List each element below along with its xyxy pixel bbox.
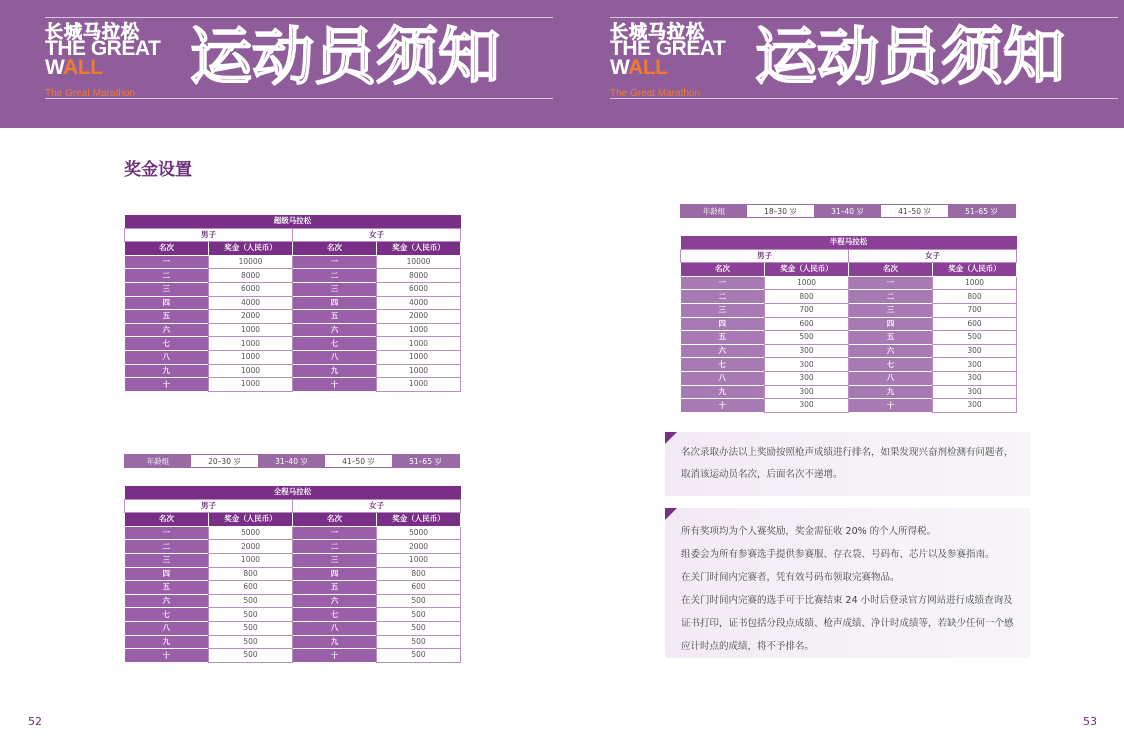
page-title-outline: 运动员须知 — [190, 20, 501, 93]
table-row — [125, 594, 461, 608]
prize-cell: 300 — [933, 385, 1017, 399]
prize-cell: 1000 — [209, 364, 293, 378]
rank-cell: 九 — [681, 385, 765, 399]
rank-cell: 二 — [293, 269, 377, 283]
prize-header: 奖金（人民币） — [765, 263, 849, 277]
rank-header: 名次 — [293, 513, 377, 527]
table-row — [125, 255, 461, 269]
age-group-bar-right — [680, 204, 1016, 218]
brand-en-line1: THE GREAT — [610, 37, 726, 60]
rank-header: 名次 — [125, 242, 209, 256]
prize-cell: 300 — [933, 399, 1017, 413]
note-line: 在关门时间内完赛的选手可于比赛结束 24 小时后登录官方网站进行成绩查询及 — [681, 595, 1013, 606]
prize-cell: 500 — [377, 608, 461, 622]
prize-cell: 700 — [765, 303, 849, 317]
rank-cell: 三 — [125, 553, 209, 567]
note-line: 应计时点的成绩，将不予排名。 — [681, 641, 815, 652]
rank-cell: 一 — [293, 255, 377, 269]
prize-header: 奖金（人民币） — [933, 263, 1017, 277]
prize-cell: 800 — [933, 290, 1017, 304]
super-marathon-prize-table — [124, 215, 461, 392]
rank-cell: 七 — [125, 337, 209, 351]
prize-cell: 2000 — [377, 540, 461, 554]
table-row — [125, 350, 461, 364]
rank-cell: 五 — [681, 331, 765, 345]
age-group-label: 年龄组 — [681, 205, 747, 217]
rank-cell: 五 — [293, 581, 377, 595]
rank-header: 名次 — [293, 242, 377, 256]
rank-cell: 四 — [681, 317, 765, 331]
rank-cell: 八 — [293, 621, 377, 635]
note-line: 取消该运动员名次，后面名次不递增。 — [681, 469, 843, 480]
table-row — [125, 581, 461, 595]
rank-cell: 二 — [293, 540, 377, 554]
rank-cell: 三 — [293, 282, 377, 296]
corner-triangle — [665, 508, 677, 520]
rank-cell: 六 — [681, 344, 765, 358]
rank-header: 名次 — [849, 263, 933, 277]
rank-cell: 一 — [125, 526, 209, 540]
table-row — [125, 567, 461, 581]
brand-en-line2: WALL — [610, 56, 668, 79]
table-row — [125, 621, 461, 635]
rank-cell: 十 — [681, 399, 765, 413]
page-number-left: 52 — [28, 715, 42, 728]
prize-cell: 1000 — [765, 276, 849, 290]
rank-cell: 九 — [125, 635, 209, 649]
brand-en-line2: WALL — [45, 56, 103, 79]
prize-cell: 2000 — [209, 310, 293, 324]
rank-cell: 六 — [293, 323, 377, 337]
table-row — [681, 303, 1017, 317]
rank-cell: 十 — [125, 378, 209, 392]
page-title-outline: 运动员须知 — [755, 20, 1066, 93]
rank-header: 名次 — [125, 513, 209, 527]
rank-cell: 一 — [849, 276, 933, 290]
table-row — [125, 310, 461, 324]
table-row — [125, 269, 461, 283]
age-group-bar — [124, 454, 460, 468]
prize-cell: 800 — [377, 567, 461, 581]
note-ranking-rule — [665, 432, 1030, 496]
rank-cell: 六 — [125, 594, 209, 608]
prize-cell: 1000 — [377, 350, 461, 364]
rank-cell: 四 — [849, 317, 933, 331]
rank-cell: 八 — [849, 371, 933, 385]
prize-cell: 1000 — [377, 364, 461, 378]
table-title: 超级马拉松 — [125, 215, 461, 228]
prize-cell: 300 — [933, 344, 1017, 358]
section-title: 奖金设置 — [124, 160, 192, 180]
prize-cell: 700 — [933, 303, 1017, 317]
table-row — [125, 282, 461, 296]
rank-cell: 三 — [849, 303, 933, 317]
prize-cell: 600 — [377, 581, 461, 595]
prize-cell: 300 — [765, 385, 849, 399]
prize-cell: 8000 — [377, 269, 461, 283]
prize-cell: 1000 — [209, 553, 293, 567]
rank-cell: 二 — [125, 540, 209, 554]
rank-cell: 八 — [293, 350, 377, 364]
female-header: 女子 — [293, 228, 461, 242]
rank-cell: 八 — [125, 350, 209, 364]
prize-cell: 500 — [209, 649, 293, 663]
table-row — [125, 337, 461, 351]
prize-cell: 2000 — [377, 310, 461, 324]
rank-cell: 七 — [125, 608, 209, 622]
rank-cell: 八 — [125, 621, 209, 635]
corner-triangle — [665, 432, 677, 444]
rank-cell: 九 — [293, 635, 377, 649]
table-row — [681, 371, 1017, 385]
age-group-item: 20–30 岁 — [191, 455, 258, 467]
prize-cell: 500 — [933, 331, 1017, 345]
rank-cell: 二 — [849, 290, 933, 304]
rank-cell: 六 — [849, 344, 933, 358]
prize-cell: 1000 — [209, 337, 293, 351]
prize-cell: 1000 — [209, 323, 293, 337]
table-row — [125, 296, 461, 310]
table-row — [125, 553, 461, 567]
prize-cell: 1000 — [377, 323, 461, 337]
prize-cell: 1000 — [209, 350, 293, 364]
half-marathon-prize-table — [680, 236, 1017, 413]
rank-cell: 三 — [681, 303, 765, 317]
table-row — [125, 649, 461, 663]
rank-cell: 六 — [125, 323, 209, 337]
prize-cell: 5000 — [209, 526, 293, 540]
age-group-item: 51–65 岁 — [392, 455, 459, 467]
rank-cell: 七 — [681, 358, 765, 372]
note-line: 名次录取办法以上奖励按照枪声成绩进行排名，如果发现兴奋剂检测有问题者， — [681, 447, 1014, 458]
age-group-item: 18–30 岁 — [747, 205, 814, 217]
rank-cell: 二 — [681, 290, 765, 304]
table-row — [125, 608, 461, 622]
prize-cell: 4000 — [377, 296, 461, 310]
prize-cell: 1000 — [933, 276, 1017, 290]
female-header: 女子 — [293, 499, 461, 513]
rank-cell: 十 — [293, 649, 377, 663]
rank-cell: 三 — [293, 553, 377, 567]
prize-cell: 500 — [209, 594, 293, 608]
prize-cell: 500 — [209, 635, 293, 649]
rank-cell: 四 — [293, 567, 377, 581]
rank-cell: 八 — [681, 371, 765, 385]
prize-cell: 300 — [765, 358, 849, 372]
table-row — [681, 331, 1017, 345]
table-row — [681, 385, 1017, 399]
prize-cell: 500 — [377, 621, 461, 635]
rank-cell: 十 — [849, 399, 933, 413]
rank-cell: 四 — [125, 567, 209, 581]
age-group-item: 41–50 岁 — [881, 205, 948, 217]
brand-cn: 长城马拉松 — [45, 22, 140, 43]
prize-header: 奖金（人民币） — [377, 242, 461, 256]
prize-cell: 500 — [765, 331, 849, 345]
note-line: 在关门时间内完赛者，凭有效号码布领取完赛物品。 — [681, 572, 900, 583]
prize-cell: 500 — [209, 621, 293, 635]
prize-cell: 1000 — [209, 378, 293, 392]
note-general-info — [665, 508, 1030, 658]
rank-cell: 六 — [293, 594, 377, 608]
table-row — [681, 276, 1017, 290]
brand-cn: 长城马拉松 — [610, 22, 705, 43]
prize-header: 奖金（人民币） — [209, 242, 293, 256]
table-title: 全程马拉松 — [125, 486, 461, 499]
prize-cell: 800 — [209, 567, 293, 581]
prize-cell: 500 — [209, 608, 293, 622]
prize-cell: 1000 — [377, 337, 461, 351]
rank-cell: 七 — [293, 337, 377, 351]
prize-cell: 300 — [933, 358, 1017, 372]
rank-cell: 七 — [293, 608, 377, 622]
prize-cell: 800 — [765, 290, 849, 304]
rank-cell: 五 — [125, 581, 209, 595]
rank-cell: 一 — [293, 526, 377, 540]
prize-cell: 300 — [765, 399, 849, 413]
note-line: 证书打印，证书包括分段点成绩、枪声成绩、净计时成绩等，若缺少任何一个感 — [681, 618, 1014, 629]
table-row — [681, 358, 1017, 372]
prize-cell: 500 — [377, 594, 461, 608]
rank-cell: 二 — [125, 269, 209, 283]
prize-cell: 1000 — [377, 378, 461, 392]
table-row — [681, 399, 1017, 413]
table-row — [125, 635, 461, 649]
table-row — [681, 344, 1017, 358]
table-row — [125, 378, 461, 392]
age-group-item: 41–50 岁 — [325, 455, 392, 467]
full-marathon-prize-table — [124, 486, 461, 663]
age-group-item: 51–65 岁 — [948, 205, 1015, 217]
prize-cell: 8000 — [209, 269, 293, 283]
rank-cell: 九 — [849, 385, 933, 399]
prize-cell: 6000 — [209, 282, 293, 296]
header-left — [45, 0, 565, 128]
page-number-right: 53 — [1083, 715, 1097, 728]
rank-header: 名次 — [681, 263, 765, 277]
prize-cell: 5000 — [377, 526, 461, 540]
table-row — [681, 290, 1017, 304]
prize-cell: 500 — [377, 635, 461, 649]
prize-cell: 600 — [209, 581, 293, 595]
rank-cell: 五 — [293, 310, 377, 324]
male-header: 男子 — [681, 249, 849, 263]
prize-cell: 10000 — [377, 255, 461, 269]
rank-cell: 一 — [681, 276, 765, 290]
brand-subtitle: The Great Marathon — [45, 88, 136, 99]
prize-header: 奖金（人民币） — [377, 513, 461, 527]
prize-cell: 1000 — [377, 553, 461, 567]
note-line: 所有奖项均为个人赛奖励，奖金需征收 20% 的个人所得税。 — [681, 526, 937, 537]
age-group-item: 31–40 岁 — [258, 455, 325, 467]
table-row — [681, 317, 1017, 331]
table-row — [125, 540, 461, 554]
table-row — [125, 323, 461, 337]
rank-cell: 一 — [125, 255, 209, 269]
age-group-label: 年龄组 — [125, 455, 191, 467]
table-title: 半程马拉松 — [681, 236, 1017, 249]
prize-cell: 300 — [933, 371, 1017, 385]
prize-cell: 10000 — [209, 255, 293, 269]
rank-cell: 九 — [293, 364, 377, 378]
prize-header: 奖金（人民币） — [209, 513, 293, 527]
note-line: 组委会为所有参赛选手提供参赛服、存衣袋、号码布、芯片以及参赛指南。 — [681, 549, 995, 560]
rank-cell: 五 — [125, 310, 209, 324]
rank-cell: 九 — [125, 364, 209, 378]
prize-cell: 6000 — [377, 282, 461, 296]
table-row — [125, 526, 461, 540]
header-right — [610, 0, 1124, 128]
prize-cell: 4000 — [209, 296, 293, 310]
male-header: 男子 — [125, 228, 293, 242]
rank-cell: 十 — [293, 378, 377, 392]
brand-en-line1: THE GREAT — [45, 37, 161, 60]
rank-cell: 三 — [125, 282, 209, 296]
rank-cell: 四 — [293, 296, 377, 310]
prize-cell: 600 — [933, 317, 1017, 331]
prize-cell: 300 — [765, 344, 849, 358]
rank-cell: 十 — [125, 649, 209, 663]
prize-cell: 600 — [765, 317, 849, 331]
brand-subtitle: The Great Marathon — [610, 88, 701, 99]
female-header: 女子 — [849, 249, 1017, 263]
rank-cell: 四 — [125, 296, 209, 310]
prize-cell: 300 — [765, 371, 849, 385]
male-header: 男子 — [125, 499, 293, 513]
rank-cell: 七 — [849, 358, 933, 372]
table-row — [125, 364, 461, 378]
age-group-item: 31–40 岁 — [814, 205, 881, 217]
prize-cell: 2000 — [209, 540, 293, 554]
prize-cell: 500 — [377, 649, 461, 663]
rank-cell: 五 — [849, 331, 933, 345]
